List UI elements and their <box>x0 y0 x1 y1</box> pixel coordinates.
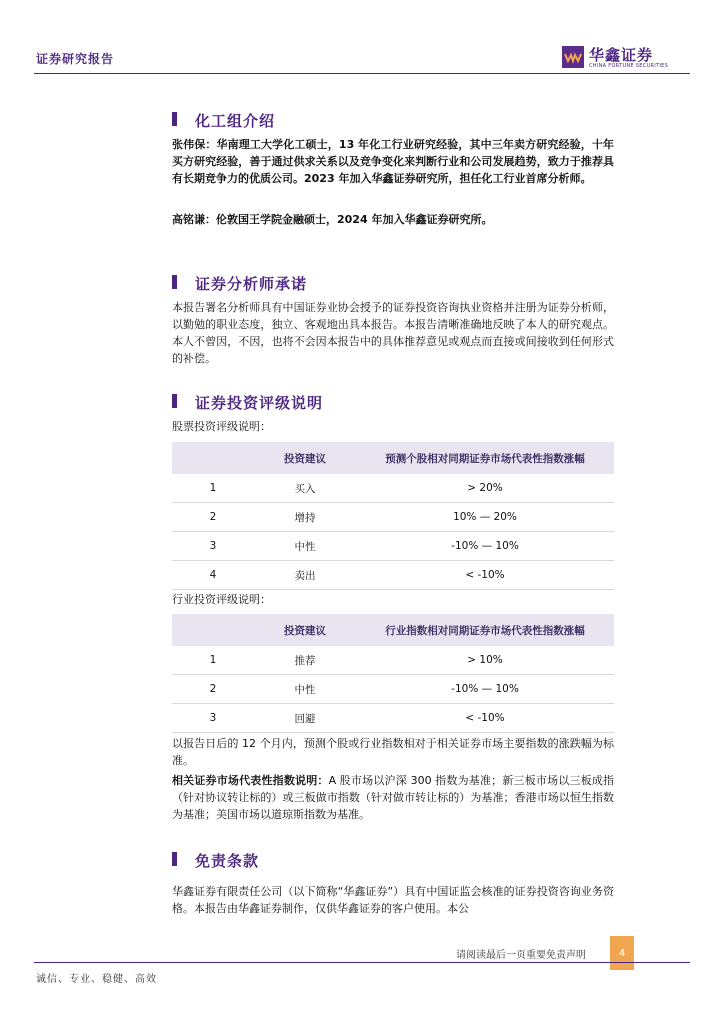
table-cell: 增持 <box>254 503 356 532</box>
rating-heading-text: 证券投资评级说明 <box>195 394 324 412</box>
table-cell: > 20% <box>356 474 614 503</box>
rating-note-period: 以报告日后的 12 个月内，预测个股或行业指数相对于相关证券市场主要指数的涨跌幅为标准。 <box>172 737 614 767</box>
index-note-text: A 股市场以沪深 300 指数为基准；新三板市场以三板成指（针对协议转让标的）或三板做市指数（针对做市转让标的）为基准；香港市场以恒生指数为基准；美国市场以道琼斯指数为基准。 <box>172 774 614 821</box>
table-cell: < -10% <box>356 704 614 733</box>
table-cell: 推荐 <box>254 646 356 675</box>
table-row <box>172 474 614 503</box>
index-note-label: 相关证券市场代表性指数说明： <box>172 774 329 787</box>
table-cell: 卖出 <box>254 561 356 590</box>
table-row <box>172 675 614 704</box>
table-cell: 1 <box>172 646 254 675</box>
page-number: 4 <box>610 936 634 970</box>
table-header-row <box>172 614 614 646</box>
table-row <box>172 503 614 532</box>
table-cell: 回避 <box>254 704 356 733</box>
company-logo <box>562 44 669 72</box>
disclaimer-heading-text: 免责条款 <box>195 852 260 870</box>
table-row <box>172 532 614 561</box>
section-marker <box>172 852 177 866</box>
table-cell: 1 <box>172 474 254 503</box>
table-cell: > 10% <box>356 646 614 675</box>
table-cell: 买入 <box>254 474 356 503</box>
table-row <box>172 646 614 675</box>
industry-rating-label: 行业投资评级说明： <box>172 593 271 606</box>
footer-disclaimer-note: 请阅读最后一页重要免责声明 <box>456 950 586 961</box>
industry-rating-table <box>172 614 614 733</box>
team-member-2 <box>172 211 614 228</box>
footer-divider <box>34 962 690 963</box>
pledge-heading-text: 证券分析师承诺 <box>195 275 308 293</box>
team-heading-text: 化工组介绍 <box>195 112 276 130</box>
table-cell: 2 <box>172 675 254 704</box>
disclaimer-paragraph: 华鑫证券有限责任公司（以下简称“华鑫证券”）具有中国证监会核准的证券投资咨询业务资格。本报告由华鑫证券制作，仅供华鑫证券的客户使用。本公 <box>172 885 614 915</box>
table-header-row <box>172 442 614 474</box>
stock-rating-table <box>172 442 614 590</box>
logo-mark-icon <box>562 46 584 68</box>
table-header-cell <box>172 442 254 474</box>
table-row <box>172 561 614 590</box>
logo-subtext: CHINA FORTUNE SECURITIES <box>589 63 669 69</box>
table-header-cell: 投资建议 <box>254 614 356 646</box>
table-cell: 中性 <box>254 532 356 561</box>
header-divider <box>34 73 690 74</box>
table-header-cell: 投资建议 <box>254 442 356 474</box>
section-marker <box>172 112 177 126</box>
stock-rating-label: 股票投资评级说明： <box>172 420 271 433</box>
table-cell: -10% — 10% <box>356 675 614 704</box>
team-member-1 <box>172 136 614 187</box>
table-header-cell: 预测个股相对同期证券市场代表性指数涨幅 <box>356 442 614 474</box>
table-cell: 3 <box>172 532 254 561</box>
table-cell: 2 <box>172 503 254 532</box>
rating-note-index <box>172 772 614 823</box>
section-marker <box>172 394 177 408</box>
pledge-paragraph: 本报告署名分析师具有中国证券业协会授予的证券投资咨询执业资格并注册为证券分析师，以勤勉的职业态度，独立、客观地出具本报告。本报告清晰准确地反映了本人的研究观点。本人不曾因，不因，也将不会因本报告中的具体推荐意见或观点而直接或间接收到任何形式的补偿。 <box>172 301 614 365</box>
table-cell: 3 <box>172 704 254 733</box>
table-cell: -10% — 10% <box>356 532 614 561</box>
table-cell: < -10% <box>356 561 614 590</box>
member-bio: 伦敦国王学院金融硕士，2024 年加入华鑫证券研究所。 <box>216 213 493 226</box>
section-marker <box>172 275 177 289</box>
table-cell: 中性 <box>254 675 356 704</box>
member-name: 张伟保： <box>172 138 217 151</box>
table-row <box>172 704 614 733</box>
member-name: 高铭谦： <box>172 213 216 226</box>
member-bio: 华南理工大学化工硕士，13 年化工行业研究经验，其中三年卖方研究经验，十年买方研究经验，善于通过供求关系以及竞争变化来判断行业和公司发展趋势，致力于推荐具有长期竞争力的优质公司。2023 年加入华鑫证券研究所，担任化工行业首席分析师。 <box>172 138 614 185</box>
table-header-cell: 行业指数相对同期证券市场代表性指数涨幅 <box>356 614 614 646</box>
table-cell: 4 <box>172 561 254 590</box>
report-type-label: 证券研究报告 <box>36 52 115 66</box>
table-cell: 10% — 20% <box>356 503 614 532</box>
logo-text: 华鑫证券 <box>589 46 654 64</box>
table-header-cell <box>172 614 254 646</box>
footer-motto: 诚信、专业、稳健、高效 <box>36 974 157 985</box>
